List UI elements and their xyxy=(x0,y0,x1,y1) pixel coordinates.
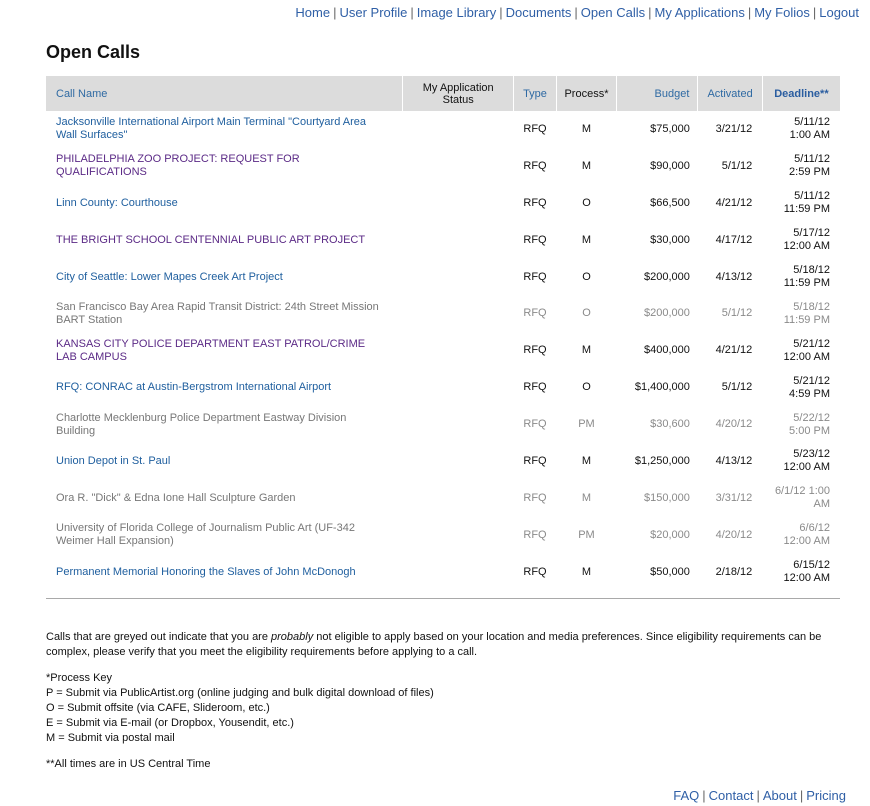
call-name-link[interactable]: THE BRIGHT SCHOOL CENTENNIAL PUBLIC ART PROJECT xyxy=(56,233,366,246)
footer-separator: | xyxy=(799,788,804,803)
deadline-date: 5/21/12 xyxy=(793,374,830,387)
table-divider xyxy=(46,598,840,599)
table-row xyxy=(46,295,840,332)
nav-separator: | xyxy=(333,5,337,20)
process-cell: PM xyxy=(578,418,595,431)
process-key-line-e: E = Submit via E-mail (or Dropbox, Yousendit, etc.) xyxy=(46,717,294,729)
eligibility-note xyxy=(46,630,846,660)
deadline-cell xyxy=(762,443,840,480)
deadline-time: 12:00 AM xyxy=(783,572,830,585)
table-row xyxy=(46,148,840,185)
budget-cell: $1,400,000 xyxy=(634,381,690,394)
call-name-cell xyxy=(46,148,403,185)
table-row xyxy=(46,332,840,369)
nav-logout-link[interactable]: Logout xyxy=(819,5,859,20)
table-row xyxy=(46,517,840,554)
table-row xyxy=(46,222,840,259)
activated-cell: 4/21/12 xyxy=(715,196,753,209)
call-name-cell xyxy=(46,406,403,443)
deadline-cell xyxy=(762,332,840,369)
type-cell: RFQ xyxy=(523,344,547,357)
table-row xyxy=(46,443,840,480)
timezone-note: **All times are in US Central Time xyxy=(46,758,211,770)
process-cell: M xyxy=(581,159,592,172)
table-row xyxy=(46,406,840,443)
column-header-application-status: My Application Status xyxy=(403,76,514,111)
type-cell: RFQ xyxy=(523,233,547,246)
call-name-cell xyxy=(46,517,403,554)
page-title: Open Calls xyxy=(46,42,141,62)
deadline-time: 12:00 AM xyxy=(783,240,830,253)
deadline-cell xyxy=(762,259,840,296)
activated-cell: 5/1/12 xyxy=(721,307,753,320)
call-name-cell xyxy=(46,222,403,259)
type-cell: RFQ xyxy=(523,528,547,541)
nav-separator: | xyxy=(812,5,817,20)
type-cell: RFQ xyxy=(523,196,547,209)
table-row xyxy=(46,480,840,517)
application-status-cell xyxy=(403,222,514,259)
deadline-date: 5/23/12 xyxy=(793,448,830,461)
budget-cell: $50,000 xyxy=(650,565,690,578)
call-name-cell xyxy=(46,259,403,296)
deadline-date: 5/11/12 xyxy=(794,190,830,203)
budget-cell: $200,000 xyxy=(644,307,690,320)
deadline-time: AM xyxy=(813,498,830,511)
footer-contact-link[interactable]: Contact xyxy=(708,788,754,803)
process-cell: M xyxy=(581,491,592,504)
deadline-cell xyxy=(762,480,840,517)
activated-cell: 5/1/12 xyxy=(721,159,753,172)
call-name-link[interactable]: San Francisco Bay Area Rapid Transit District: 24th Street Mission BART Station xyxy=(56,300,379,326)
deadline-cell xyxy=(762,148,840,185)
top-navigation xyxy=(295,5,859,20)
type-cell: RFQ xyxy=(523,159,547,172)
process-cell: M xyxy=(581,454,592,467)
notes-section xyxy=(46,630,846,772)
table-row xyxy=(46,111,840,148)
deadline-date: 5/21/12 xyxy=(793,337,830,350)
call-name-link[interactable]: University of Florida College of Journalism Public Art (UF-342 Weimer Hall Expansion) xyxy=(56,522,355,548)
nav-open-calls-link[interactable]: Open Calls xyxy=(580,5,646,20)
deadline-date: 6/15/12 xyxy=(793,559,830,572)
deadline-time: 12:00 AM xyxy=(783,461,830,474)
deadline-cell xyxy=(762,185,840,222)
process-cell: M xyxy=(581,233,592,246)
activated-cell: 4/21/12 xyxy=(715,344,753,357)
activated-cell: 3/31/12 xyxy=(715,491,753,504)
budget-cell: $20,000 xyxy=(650,528,690,541)
type-cell: RFQ xyxy=(523,491,547,504)
deadline-date: 6/1/12 1:00 xyxy=(774,485,830,498)
application-status-cell xyxy=(403,443,514,480)
footer-faq-link[interactable]: FAQ xyxy=(673,788,700,803)
deadline-time: 5:00 PM xyxy=(789,424,830,437)
column-header-deadline[interactable]: Deadline** xyxy=(762,76,840,111)
application-status-cell xyxy=(403,332,514,369)
deadline-cell xyxy=(762,369,840,406)
nav-separator: | xyxy=(410,5,414,20)
type-cell: RFQ xyxy=(523,122,547,135)
deadline-date: 5/18/12 xyxy=(793,264,830,276)
call-name-link[interactable]: Union Depot in St. Paul xyxy=(56,454,171,467)
activated-cell: 4/20/12 xyxy=(715,418,753,431)
nav-separator: | xyxy=(747,5,752,20)
deadline-time: 11:59 PM xyxy=(783,313,830,326)
deadline-date: 5/22/12 xyxy=(793,411,830,424)
application-status-cell xyxy=(403,517,514,554)
call-name-link[interactable]: Ora R. "Dick" & Edna Ione Hall Sculpture Garden xyxy=(56,491,296,504)
budget-cell: $75,000 xyxy=(650,122,690,135)
activated-cell: 4/17/12 xyxy=(715,233,753,246)
activated-cell: 4/13/12 xyxy=(715,270,753,283)
nav-image-library-link[interactable]: Image Library xyxy=(416,5,497,20)
footer-pricing-link[interactable]: Pricing xyxy=(806,788,846,803)
budget-cell: $400,000 xyxy=(644,344,690,357)
application-status-cell xyxy=(403,148,514,185)
nav-documents-link[interactable]: Documents xyxy=(505,5,572,20)
process-cell: O xyxy=(582,307,591,320)
deadline-date: 5/18/12 xyxy=(793,300,830,313)
table-body xyxy=(46,111,840,591)
application-status-cell xyxy=(403,480,514,517)
process-key xyxy=(46,671,846,746)
footer-navigation xyxy=(673,788,846,803)
footer-separator: | xyxy=(702,788,706,803)
deadline-date: 5/17/12 xyxy=(793,227,830,240)
budget-cell: $30,600 xyxy=(650,418,690,431)
nav-separator: | xyxy=(648,5,652,20)
nav-my-folios-link[interactable]: My Folios xyxy=(754,5,810,20)
table-header-row xyxy=(46,76,840,111)
deadline-cell xyxy=(762,554,840,591)
process-cell: M xyxy=(581,344,592,357)
deadline-time: 11:59 PM xyxy=(783,203,830,216)
deadline-date: 6/6/12 xyxy=(799,522,830,535)
column-header-call-name[interactable]: Call Name xyxy=(46,76,403,111)
eligibility-note-end: not eligible to apply based on your location and media preferences. Since eligibility requirements can be complex, please verify that you meet the eligibility requirements before applying to a call. xyxy=(46,631,822,658)
budget-cell: $30,000 xyxy=(650,233,690,246)
process-key-line-o: O = Submit offsite (via CAFE, Slideroom, etc.) xyxy=(46,702,270,714)
deadline-cell xyxy=(762,406,840,443)
budget-cell: $1,250,000 xyxy=(634,454,690,467)
activated-cell: 5/1/12 xyxy=(721,381,753,394)
type-cell: RFQ xyxy=(523,270,547,283)
call-name-cell xyxy=(46,111,403,148)
process-cell: M xyxy=(581,565,592,578)
application-status-cell xyxy=(403,406,514,443)
column-header-process: Process* xyxy=(556,76,617,111)
nav-user-profile-link[interactable]: User Profile xyxy=(339,5,408,20)
call-name-cell xyxy=(46,332,403,369)
deadline-time: 12:00 AM xyxy=(783,535,830,548)
deadline-cell xyxy=(762,517,840,554)
call-name-link[interactable]: City of Seattle: Lower Mapes Creek Art Project xyxy=(56,270,283,283)
type-cell: RFQ xyxy=(523,381,547,394)
call-name-link[interactable]: Charlotte Mecklenburg Police Department Eastway Division Building xyxy=(56,411,347,437)
call-name-link[interactable]: RFQ: CONRAC at Austin-Bergstrom International Airport xyxy=(56,381,332,394)
process-cell: PM xyxy=(578,528,595,541)
deadline-cell xyxy=(762,222,840,259)
table-row xyxy=(46,369,840,406)
deadline-time: 11:59 PM xyxy=(783,277,830,289)
nav-home-link[interactable]: Home xyxy=(295,5,331,20)
table-row xyxy=(46,185,840,222)
call-name-cell xyxy=(46,443,403,480)
call-name-link[interactable]: PHILADELPHIA ZOO PROJECT: REQUEST FOR QUALIFICATIONS xyxy=(56,153,300,179)
call-name-cell xyxy=(46,185,403,222)
column-header-type[interactable]: Type xyxy=(514,76,556,111)
activated-cell: 4/20/12 xyxy=(715,528,753,541)
type-cell: RFQ xyxy=(523,307,547,320)
footer-about-link[interactable]: About xyxy=(762,788,797,803)
deadline-time: 1:00 AM xyxy=(789,129,830,142)
eligibility-note-emphasis: probably xyxy=(271,631,314,643)
call-name-cell xyxy=(46,295,403,332)
activated-cell: 2/18/12 xyxy=(715,565,753,578)
type-cell: RFQ xyxy=(523,418,547,431)
call-name-link[interactable]: Linn County: Courthouse xyxy=(56,196,178,209)
process-cell: O xyxy=(582,196,591,209)
deadline-date: 5/11/12 xyxy=(794,153,830,166)
deadline-time: 4:59 PM xyxy=(789,387,830,400)
deadline-cell xyxy=(762,295,840,332)
open-calls-table xyxy=(46,76,840,591)
nav-my-applications-link[interactable]: My Applications xyxy=(654,5,745,20)
footer-separator: | xyxy=(756,788,760,803)
application-status-cell xyxy=(403,295,514,332)
deadline-date: 5/11/12 xyxy=(794,116,830,129)
process-cell: M xyxy=(581,122,592,135)
application-status-cell xyxy=(403,185,514,222)
type-cell: RFQ xyxy=(523,565,547,578)
type-cell: RFQ xyxy=(523,454,547,467)
call-name-link[interactable]: Jacksonville International Airport Main Terminal "Courtyard Area Wall Surfaces" xyxy=(56,116,367,142)
activated-cell: 4/13/12 xyxy=(715,454,753,467)
eligibility-note-start: Calls that are greyed out indicate that you are xyxy=(46,631,272,643)
process-cell: O xyxy=(582,270,591,283)
call-name-cell xyxy=(46,554,403,591)
budget-cell: $66,500 xyxy=(650,196,690,209)
budget-cell: $90,000 xyxy=(650,159,690,172)
deadline-time: 12:00 AM xyxy=(783,350,830,363)
application-status-cell xyxy=(403,554,514,591)
process-cell: O xyxy=(582,381,591,394)
activated-cell: 3/21/12 xyxy=(715,122,753,135)
nav-separator: | xyxy=(499,5,503,20)
call-name-cell xyxy=(46,480,403,517)
call-name-link[interactable]: KANSAS CITY POLICE DEPARTMENT EAST PATROL/CRIME LAB CAMPUS xyxy=(56,337,366,363)
table-row xyxy=(46,259,840,296)
nav-separator: | xyxy=(574,5,578,20)
budget-cell: $150,000 xyxy=(644,491,690,504)
column-header-budget[interactable]: Budget xyxy=(617,76,698,111)
deadline-time: 2:59 PM xyxy=(789,166,830,179)
deadline-cell xyxy=(762,111,840,148)
process-key-line-m: M = Submit via postal mail xyxy=(46,732,175,744)
process-key-title: *Process Key xyxy=(46,672,113,684)
call-name-link[interactable]: Permanent Memorial Honoring the Slaves of John McDonogh xyxy=(56,565,356,578)
application-status-cell xyxy=(403,111,514,148)
budget-cell: $200,000 xyxy=(644,270,690,283)
table-row xyxy=(46,554,840,591)
application-status-cell xyxy=(403,369,514,406)
process-key-line-p: P = Submit via PublicArtist.org (online judging and bulk digital download of files) xyxy=(46,687,434,699)
column-header-activated[interactable]: Activated xyxy=(698,76,762,111)
call-name-cell xyxy=(46,369,403,406)
application-status-cell xyxy=(403,259,514,296)
